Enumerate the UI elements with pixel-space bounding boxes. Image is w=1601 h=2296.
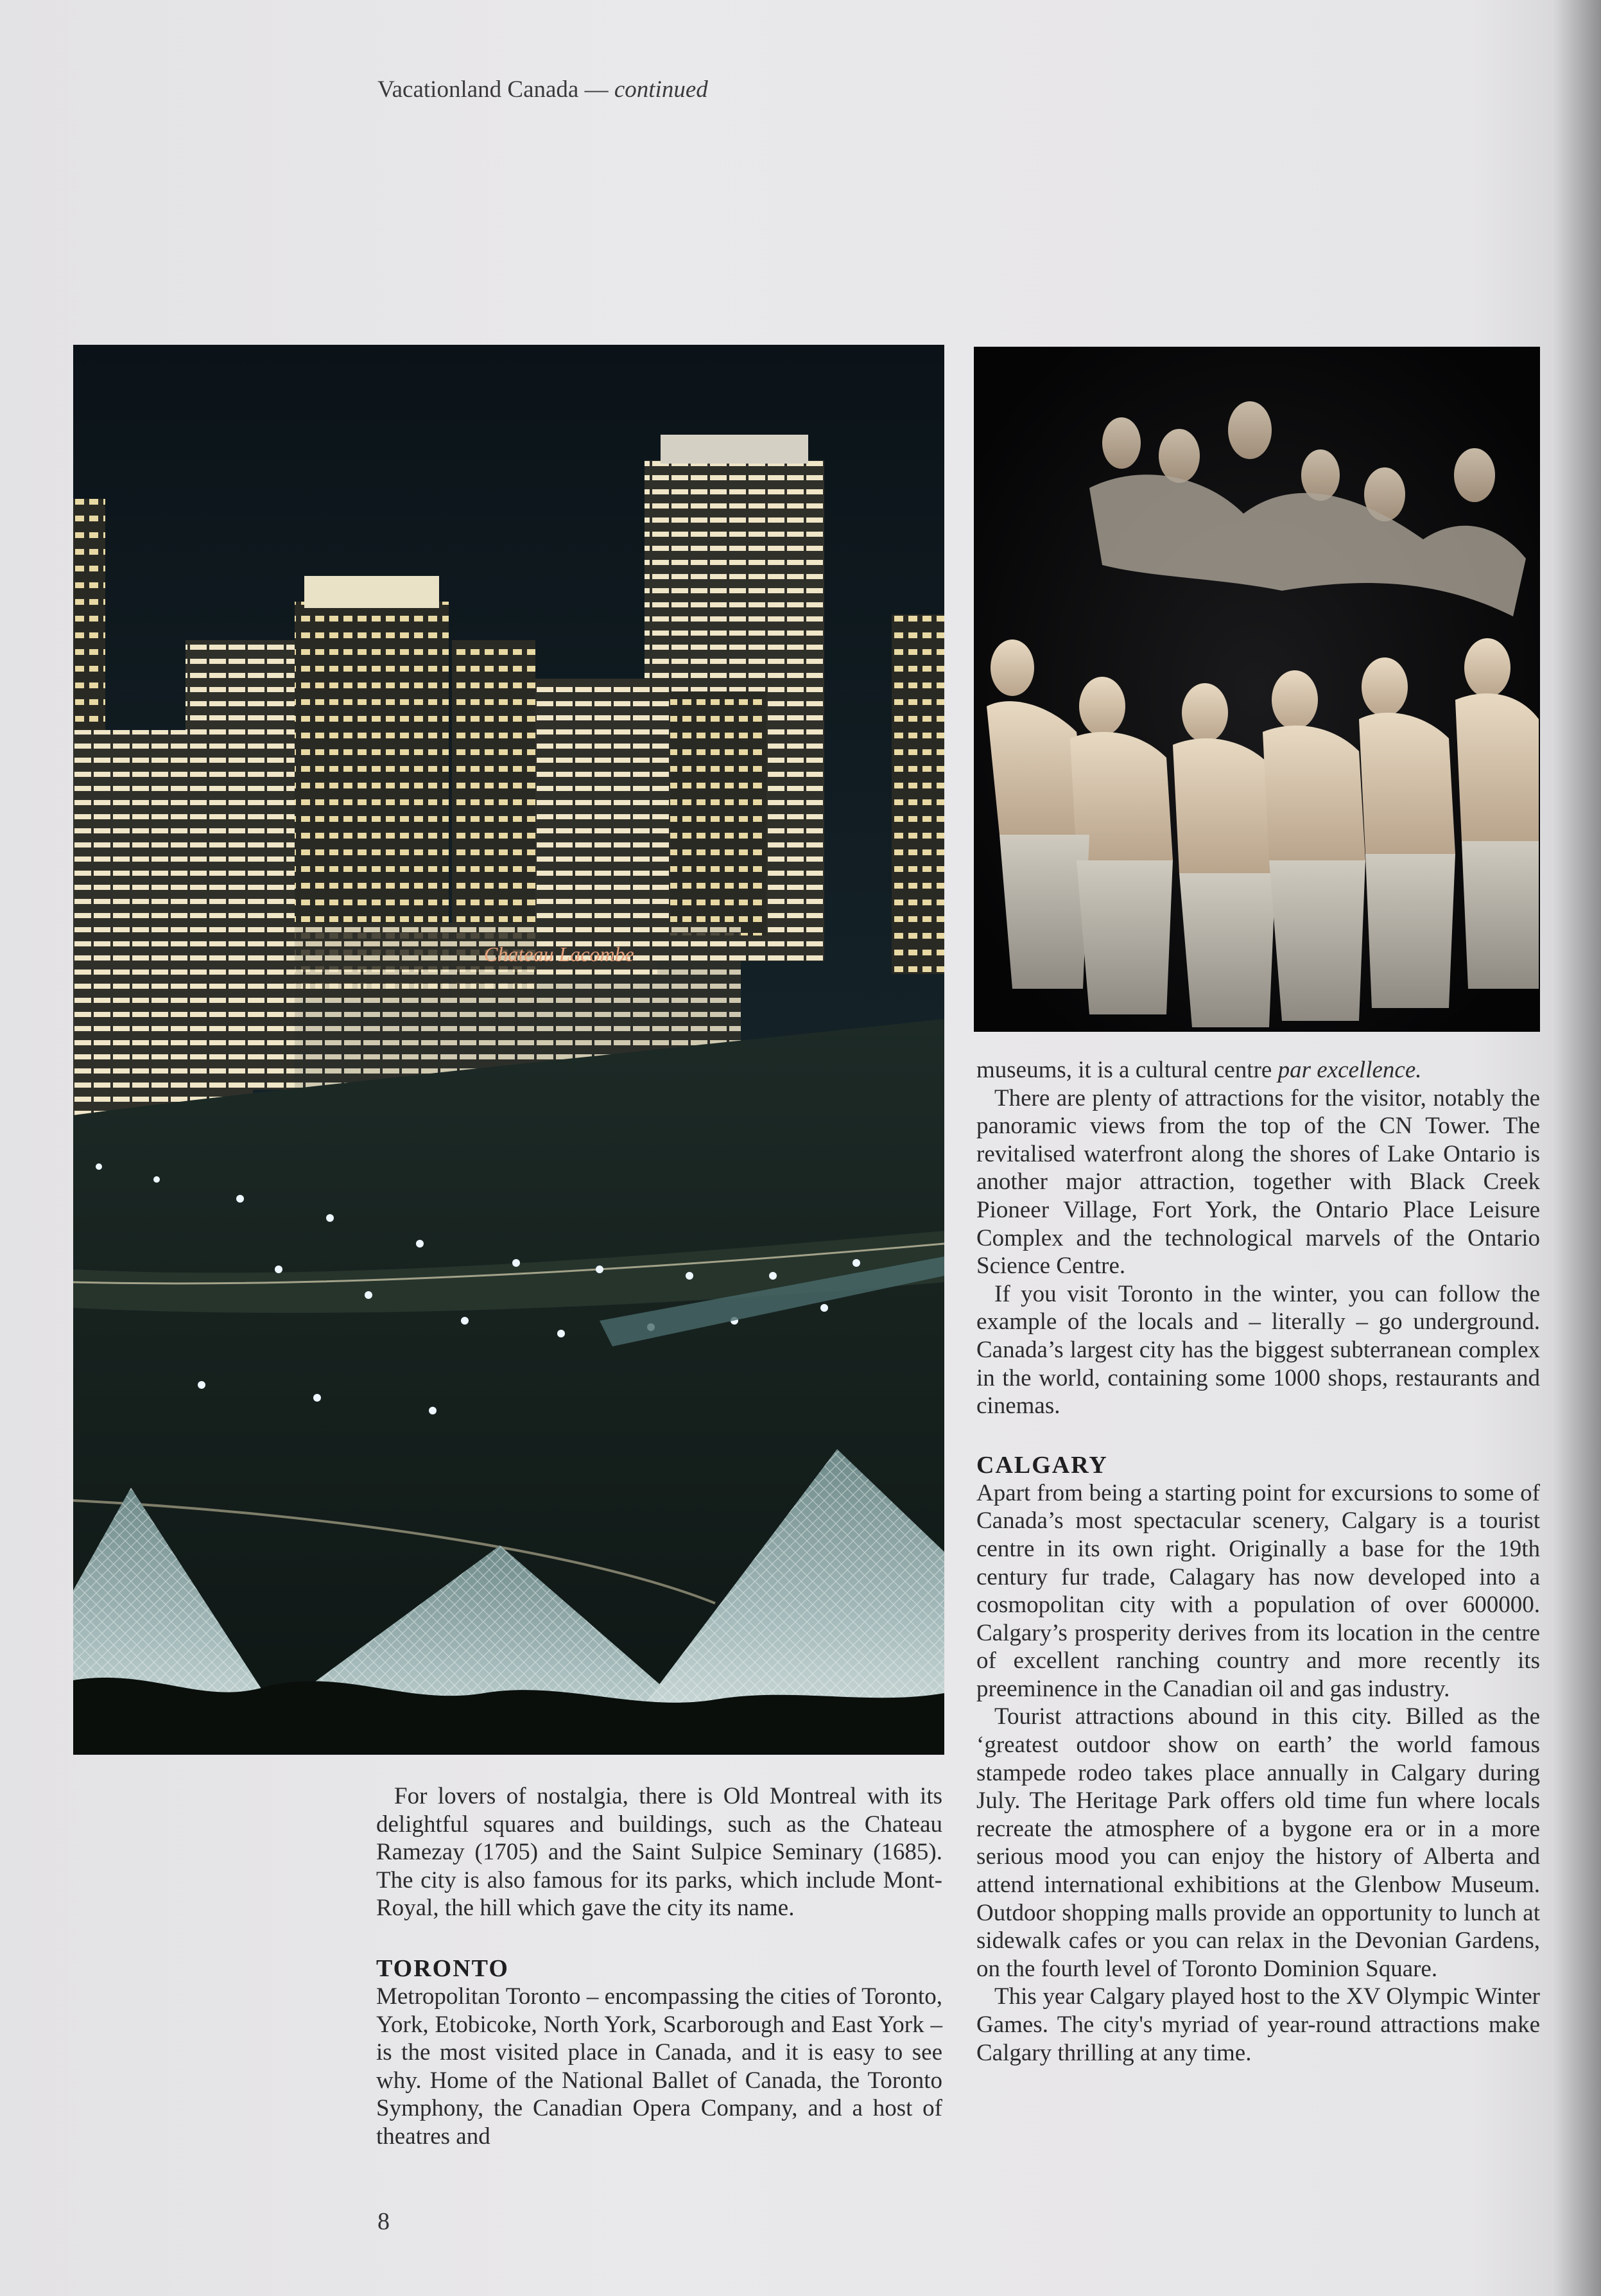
running-header-title: Vacationland Canada —: [377, 76, 609, 103]
toronto-continued-text: museums, it is a cultural centre: [976, 1057, 1272, 1083]
left-text-column: [376, 1782, 942, 2151]
page-number: 8: [377, 2208, 390, 2235]
toronto-continued-italic: par excellence.: [1277, 1057, 1422, 1083]
running-header: [377, 76, 708, 103]
toronto-heading: TORONTO: [376, 1954, 509, 1982]
toronto-continued-paragraph: [976, 1056, 1540, 1084]
running-header-continued: continued: [614, 76, 708, 103]
montreal-paragraph: For lovers of nostalgia, there is Old Montreal with its delightful squares and buildings, such as the Chateau Ramezay (1705) and the Saint Sulpice Seminary (1685). The city is also famous for its parks, which include Mont-Royal, the hill which gave the city its name.: [376, 1783, 942, 1922]
ballet-photo-illustration: [974, 347, 1540, 1032]
calgary-heading: CALGARY: [976, 1451, 1108, 1479]
svg-text:Chateau Lacombe: Chateau Lacombe: [484, 943, 634, 966]
calgary-paragraph-1: Apart from being a starting point for excursions to some of Canada’s most spectacular scenery, Calgary is a tourist centre in its own right. Originally a base for the 19th century fur trade, Calagary has now developed into a cosmopolitan city with a population of over 600000. Calgary’s prosperity derives from its location in the centre of excellent ranching country and more recently its preeminence in the Canadian oil and gas industry.: [976, 1479, 1540, 1702]
city-night-photo: [73, 345, 944, 1755]
calgary-paragraph-2: Tourist attractions abound in this city. Billed as the ‘greatest outdoor show on earth’ the world famous stampede rodeo takes place annually in Calgary during July. The Heritage Park offers old time fun where locals recreate the atmosphere of a bygone era or in a more serious mood you can enjoy the history of Alberta and attend international exhibitions at the Glenbow Museum. Outdoor shopping malls provide an opportunity to lunch at sidewalk cafes or you can relax in the Devonian Gardens, on the fourth level of Toronto Dominion Square.: [976, 1703, 1540, 1982]
ballet-dancers-photo: [974, 347, 1540, 1032]
toronto-paragraph-3: If you visit Toronto in the winter, you can follow the example of the locals and – literally – go underground. Canada’s largest city has the biggest subterranean complex in the world, containing some 1000 shops, restaurants and cinemas.: [976, 1280, 1540, 1420]
toronto-paragraph-1: Metropolitan Toronto – encompassing the cities of Toronto, York, Etobicoke, North York, Scarborough and East York – is the most visited place in Canada, and it is easy to see why. Home of the National Ballet of Canada, the Toronto Symphony, the Canadian Opera Company, and a host of theatres and: [376, 1983, 942, 2150]
calgary-paragraph-3: This year Calgary played host to the XV Olympic Winter Games. The city's myriad of year-round attractions make Calgary thrilling at any time.: [976, 1983, 1540, 2066]
city-photo-illustration: [73, 345, 944, 1755]
toronto-paragraph-2: There are plenty of attractions for the visitor, notably the panoramic views from the top of the CN Tower. The revitalised waterfront along the shores of Lake Ontario is another major attraction, together with Black Creek Pioneer Village, Fort York, the Ontario Place Leisure Complex and the technological marvels of the Ontario Science Centre.: [976, 1084, 1540, 1280]
right-text-column: [976, 1056, 1540, 2067]
